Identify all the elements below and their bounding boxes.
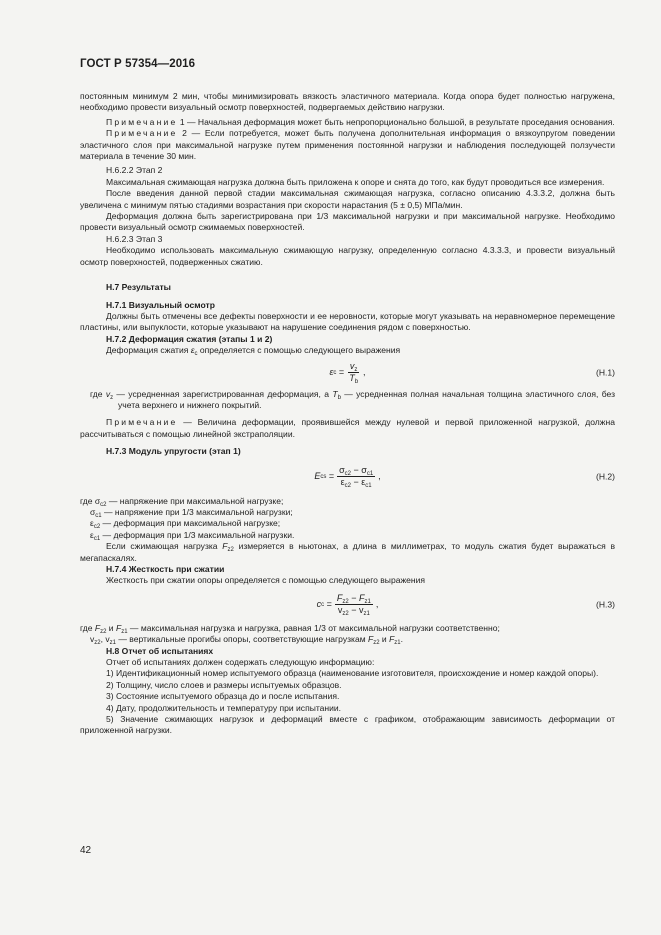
note-text: — Величина деформации, проявившейся между нулевой и первой приложенной нагрузкой, должна рассчитываться с помощью линейной экстраполяции. — [80, 417, 615, 439]
list-item: 5) Значение сжимающих нагрузок и деформаций вместе с графиком, отображающим зависимость деформации от приложенной нагрузки. — [80, 714, 615, 736]
note-text: 2 — Если потребуется, может быть получена дополнительная информация о вязкоупругом поведении эластичного слоя при максимальной нагрузке путем применения постоянной нагрузки и наблюдения последующей ползучести материала в течение 30 мин. — [80, 128, 615, 162]
section-heading: Н.8 Отчет об испытаниях — [106, 645, 214, 656]
note-text: 1 — Начальная деформация может быть непропорционально большой, в результате проседания основания. — [177, 116, 615, 127]
paragraph: Отчет об испытаниях должен содержать следующую информацию: — [106, 657, 375, 668]
equation-number: (Н.3) — [596, 599, 615, 610]
paragraph: Должны быть отмечены все дефекты поверхности и ее неровности, которые могут указывать на неравномерное перемещение пластины, или выпуклости, которые указывают на нарушение соединения рядом с поверхностью. — [80, 310, 615, 333]
paragraph: Деформация должна быть зарегистрирована при 1/3 максимальной нагрузки и при максимальной нагрузке. Необходимо провести визуальный осмотр сжимаемых поверхностей. — [80, 211, 615, 233]
note-3 — [80, 417, 615, 440]
formula-legend: $v_{z2}$, $v_{z1}$ — вертикальные прогибы опоры, соответствующие нагрузкам $F_{z2}$ и $F_{z1}$. — [90, 634, 404, 647]
list-item: 2) Толщину, число слоев и размеры испытуемых образцов. — [106, 679, 342, 690]
legend-item: $\varepsilon_{c1}$ — деформация при 1/3 максимальной нагрузки. — [90, 529, 295, 542]
subsection-heading: Н.7.4 Жесткость при сжатии — [106, 564, 225, 574]
equation-h1: ε c = $\frac{v_z}{T_b}$ , (Н.1) — [329, 361, 615, 386]
paragraph: Деформация сжатия $\varepsilon_c$ определяется с помощью следующего выражения — [106, 345, 401, 358]
paragraph: Максимальная сжимающая нагрузка должна быть приложена к опоре и снята до того, как будут проводиться все измерения. — [106, 176, 605, 187]
legend-item: где $\sigma_{c2}$ — напряжение при максимальной нагрузке; — [80, 495, 284, 508]
subsection-heading: Н.7.3 Модуль упругости (этап 1) — [106, 446, 241, 457]
paragraph: После введения данной первой стадии максимальная сжимающая нагрузка, согласно описанию 4.3.3.2, должна быть увеличена с минимум пятью стадиями возрастания при скорости нарастания (5 ± 0,5) МПа/мин. — [80, 188, 615, 210]
page-number: 42 — [80, 845, 92, 856]
legend-item: $\sigma_{c1}$ — напряжение при 1/3 максимальной нагрузки; — [90, 506, 293, 519]
equation-number: (Н.1) — [596, 366, 615, 377]
equation-number: (Н.2) — [596, 470, 615, 481]
note-label: Примечание — [106, 417, 178, 428]
subsection-heading: Н.6.2.3 Этап 3 — [106, 233, 163, 244]
subsection-heading: Н.6.2.2 Этап 2 — [106, 165, 163, 176]
note-label: Примечание — [106, 116, 178, 127]
document-body — [80, 91, 615, 737]
equation-h3: c c = $\frac{F_{z2} - F_{z1}}{v_{z2} - v_{z1}}$ , (Н.3) — [316, 593, 615, 618]
formula-legend: где $F_{z2}$ и $F_{z1}$ — максимальная нагрузка и нагрузка, равная 1/3 от максимальной нагрузки соответственно; — [80, 622, 500, 635]
paragraph: Если сжимающая нагрузка $F_{z2}$ измеряется в ньютонах, а длина в миллиметрах, то модуль сжатия будет выражаться в мегапаскалях. — [80, 541, 615, 563]
section-heading: Н.7 Результаты — [106, 282, 171, 293]
paragraph: Жесткость при сжатии опоры определяется с помощью следующего выражения — [106, 575, 426, 586]
legend-item: $\varepsilon_{c2}$ — деформация при максимальной нагрузке; — [90, 518, 281, 531]
document-header: ГОСТ Р 57354—2016 — [80, 58, 196, 70]
subsection-heading: Н.7.1 Визуальный осмотр — [106, 299, 215, 310]
list-item: 1) Идентификационный номер испытуемого образца (наименование изготовителя, происхождение и номер каждой опоры). — [106, 668, 599, 679]
paragraph: постоянным минимум 2 мин, чтобы минимизировать вязкость эластичного материала. Когда опора будет полностью нагружена, необходимо провести визуальный осмотр поверхностей, подвергаемых действию нагрузки. — [80, 91, 615, 113]
note-2 — [80, 128, 615, 162]
paragraph: Необходимо использовать максимальную сжимающую нагрузку, определенную согласно 4.3.3.3, и провести визуальный осмотр поверхностей, подверженных сжатию. — [80, 245, 615, 267]
note-1 — [80, 117, 615, 128]
equation-h2: E cs = $\frac{\sigma_{c2} - \sigma_{c1}}{\varepsilon_{c2} - \varepsilon_{c1}}$ , (Н.2) — [314, 465, 615, 490]
list-item: 3) Состояние испытуемого образца до и после испытания. — [106, 691, 340, 702]
note-label: Примечание — [106, 128, 178, 139]
formula-legend: где $v_z$ — усредненная зарегистрированная деформация, а $T_b$ — усредненная полная начальная толщина эластичного слоя, без учета верхнего и нижнего покрытий. — [90, 388, 615, 410]
formula-legend — [80, 496, 615, 542]
list-item: 4) Дату, продолжительность и температуру при испытании. — [106, 702, 342, 713]
subsection-heading: Н.7.2 Деформация сжатия (этапы 1 и 2) — [106, 333, 273, 344]
